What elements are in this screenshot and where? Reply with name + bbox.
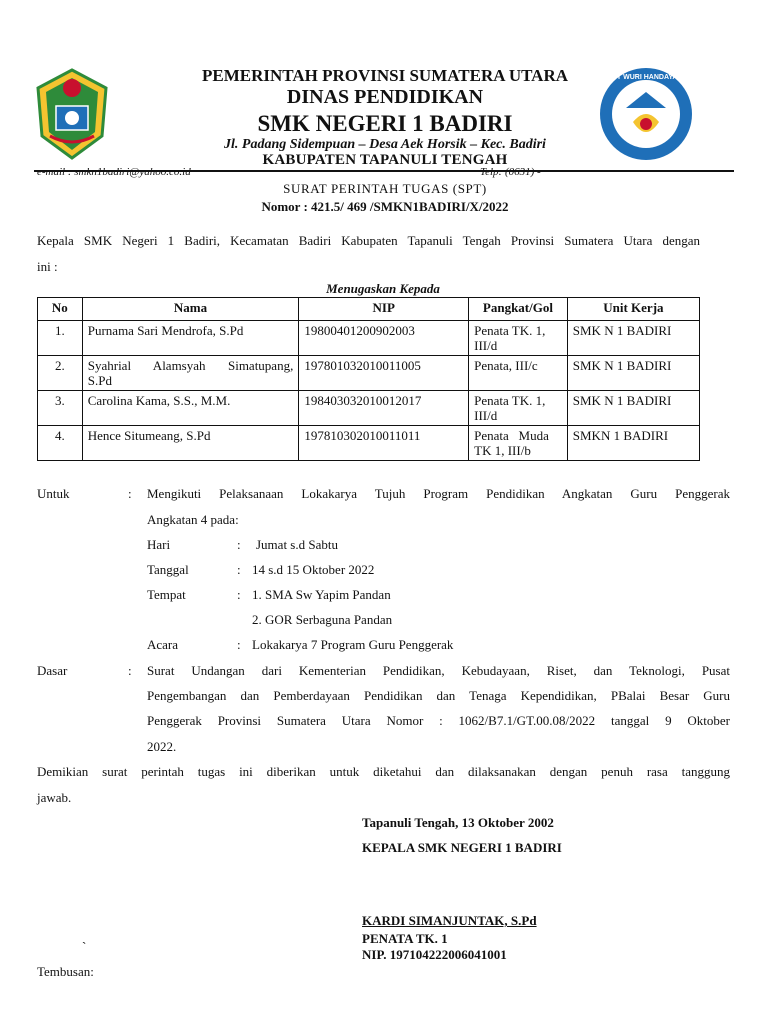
tanggal-label: Tanggal xyxy=(147,562,189,577)
table-row xyxy=(38,426,700,461)
tempat-colon: : xyxy=(237,587,241,602)
cc-label: Tembusan: xyxy=(37,964,94,979)
dasar-colon: : xyxy=(128,663,132,678)
stray-mark: ` xyxy=(82,939,87,954)
table-row xyxy=(38,321,700,356)
header-regency: KABUPATEN TAPANULI TENGAH xyxy=(262,152,508,168)
untuk-colon: : xyxy=(128,486,132,501)
header-address: Jl. Padang Sidempuan – Desa Aek Horsik – Kec. Badiri xyxy=(224,137,546,152)
cell-rank xyxy=(469,391,568,426)
tanggal-value: 14 s.d 15 Oktober 2022 xyxy=(252,562,375,577)
acara-label: Acara xyxy=(147,637,179,652)
logo-motto: TUT WURI HANDAYANI xyxy=(607,74,685,81)
rank-line-2: III/d xyxy=(474,408,498,423)
header-phone: Telp: (0631) - xyxy=(480,166,541,178)
cell-nip: 198403032010012017 xyxy=(299,391,469,426)
acara-value: Lokakarya 7 Program Guru Penggerak xyxy=(252,637,454,652)
cell-no: 4. xyxy=(38,426,83,461)
closing-line-1: Demikian surat perintah tugas ini diberikan untuk diketahui dan dilaksanakan dengan penuh rasa tanggung xyxy=(37,764,730,779)
rank-line-1: Penata TK. 1, xyxy=(474,393,546,408)
header-divider xyxy=(34,170,734,172)
table-header-row xyxy=(38,298,700,321)
signature-position: KEPALA SMK NEGERI 1 BADIRI xyxy=(362,840,562,855)
untuk-line-2: Angkatan 4 pada: xyxy=(147,512,239,527)
col-header-nip: NIP xyxy=(299,298,469,321)
document-title: SURAT PERINTAH TUGAS (SPT) xyxy=(283,181,487,196)
hari-colon: : xyxy=(237,537,241,552)
cell-unit: SMK N 1 BADIRI xyxy=(567,321,699,356)
province-emblem xyxy=(32,66,112,162)
cell-rank xyxy=(469,321,568,356)
table-row xyxy=(38,391,700,426)
col-header-name: Nama xyxy=(82,298,299,321)
name-line-2: S.Pd xyxy=(87,373,112,388)
dasar-label: Dasar xyxy=(37,663,68,678)
dasar-line-1: Surat Undangan dari Kementerian Pendidikan, Kebudayaan, Riset, dan Teknologi, Pusat xyxy=(147,663,730,678)
cell-name xyxy=(82,356,299,391)
cell-name: Purnama Sari Mendrofa, S.Pd xyxy=(82,321,299,356)
cell-unit: SMK N 1 BADIRI xyxy=(567,391,699,426)
cell-nip: 197810302010011011 xyxy=(299,426,469,461)
signature-name: KARDI SIMANJUNTAK, S.Pd xyxy=(362,913,537,928)
col-header-rank: Pangkat/Gol xyxy=(469,298,568,321)
signature-rank: PENATA TK. 1 xyxy=(362,931,448,946)
acara-colon: : xyxy=(237,637,241,652)
hari-label: Hari xyxy=(147,537,171,552)
cell-no: 3. xyxy=(38,391,83,426)
closing-line-2: jawab. xyxy=(37,790,72,805)
dasar-line-4: 2022. xyxy=(147,739,177,754)
col-header-unit: Unit Kerja xyxy=(567,298,699,321)
cell-unit: SMKN 1 BADIRI xyxy=(567,426,699,461)
header-school: SMK NEGERI 1 BADIRI xyxy=(257,111,513,136)
col-header-no: No xyxy=(38,298,83,321)
cell-rank: Penata, III/c xyxy=(469,356,568,391)
rank-line-1: Penata TK. 1, xyxy=(474,323,546,338)
document-number: Nomor : 421.5/ 469 /SMKN1BADIRI/X/2022 xyxy=(261,199,509,214)
cell-nip: 19800401200902003 xyxy=(299,321,469,356)
cell-name: Carolina Kama, S.S., M.M. xyxy=(82,391,299,426)
signature-place-date: Tapanuli Tengah, 13 Oktober 2002 xyxy=(362,815,554,830)
intro-line-2: ini : xyxy=(37,259,58,274)
assign-label: Menugaskan Kepada xyxy=(326,281,440,296)
dasar-line-2: Pengembangan dan Pemberdayaan Pendidikan dan Tenaga Kependidikan, PBalai Besar Guru xyxy=(147,688,730,703)
dasar-line-3: Penggerak Provinsi Sumatera Utara Nomor : 1062/B7.1/GT.00.08/2022 tanggal 9 Oktober xyxy=(147,713,730,728)
tempat-label: Tempat xyxy=(147,587,186,602)
cell-no: 1. xyxy=(38,321,83,356)
tempat-value-2: 2. GOR Serbaguna Pandan xyxy=(252,612,393,627)
cell-rank xyxy=(469,426,568,461)
cell-nip: 197801032010011005 xyxy=(299,356,469,391)
name-line-1: Syahrial Alamsyah Simatupang, xyxy=(87,358,294,373)
tempat-value-1: 1. SMA Sw Yapim Pandan xyxy=(252,587,391,602)
signature-nip: NIP. 197104222006041001 xyxy=(362,947,507,962)
staff-table xyxy=(37,297,700,461)
rank-line-2: TK 1, III/b xyxy=(474,443,531,458)
cell-unit: SMK N 1 BADIRI xyxy=(567,356,699,391)
rank-line-1: Penata Muda xyxy=(474,428,549,443)
cell-name: Hence Situmeang, S.Pd xyxy=(82,426,299,461)
header-government: PEMERINTAH PROVINSI SUMATERA UTARA xyxy=(202,66,568,85)
tanggal-colon: : xyxy=(237,562,241,577)
untuk-label: Untuk xyxy=(37,486,70,501)
rank-line-2: III/d xyxy=(474,338,498,353)
header-department: DINAS PENDIDIKAN xyxy=(286,86,484,108)
header-email: e-mail : smkn1badiri@yahoo.co.id xyxy=(37,166,191,178)
hari-value: Jumat s.d Sabtu xyxy=(256,537,338,552)
table-row xyxy=(38,356,700,391)
cell-no: 2. xyxy=(38,356,83,391)
intro-line-1: Kepala SMK Negeri 1 Badiri, Kecamatan Badiri Kabupaten Tapanuli Tengah Provinsi Sumatera Utara dengan xyxy=(37,233,700,248)
untuk-line-1: Mengikuti Pelaksanaan Lokakarya Tujuh Program Pendidikan Angkatan Guru Penggerak xyxy=(147,486,730,501)
